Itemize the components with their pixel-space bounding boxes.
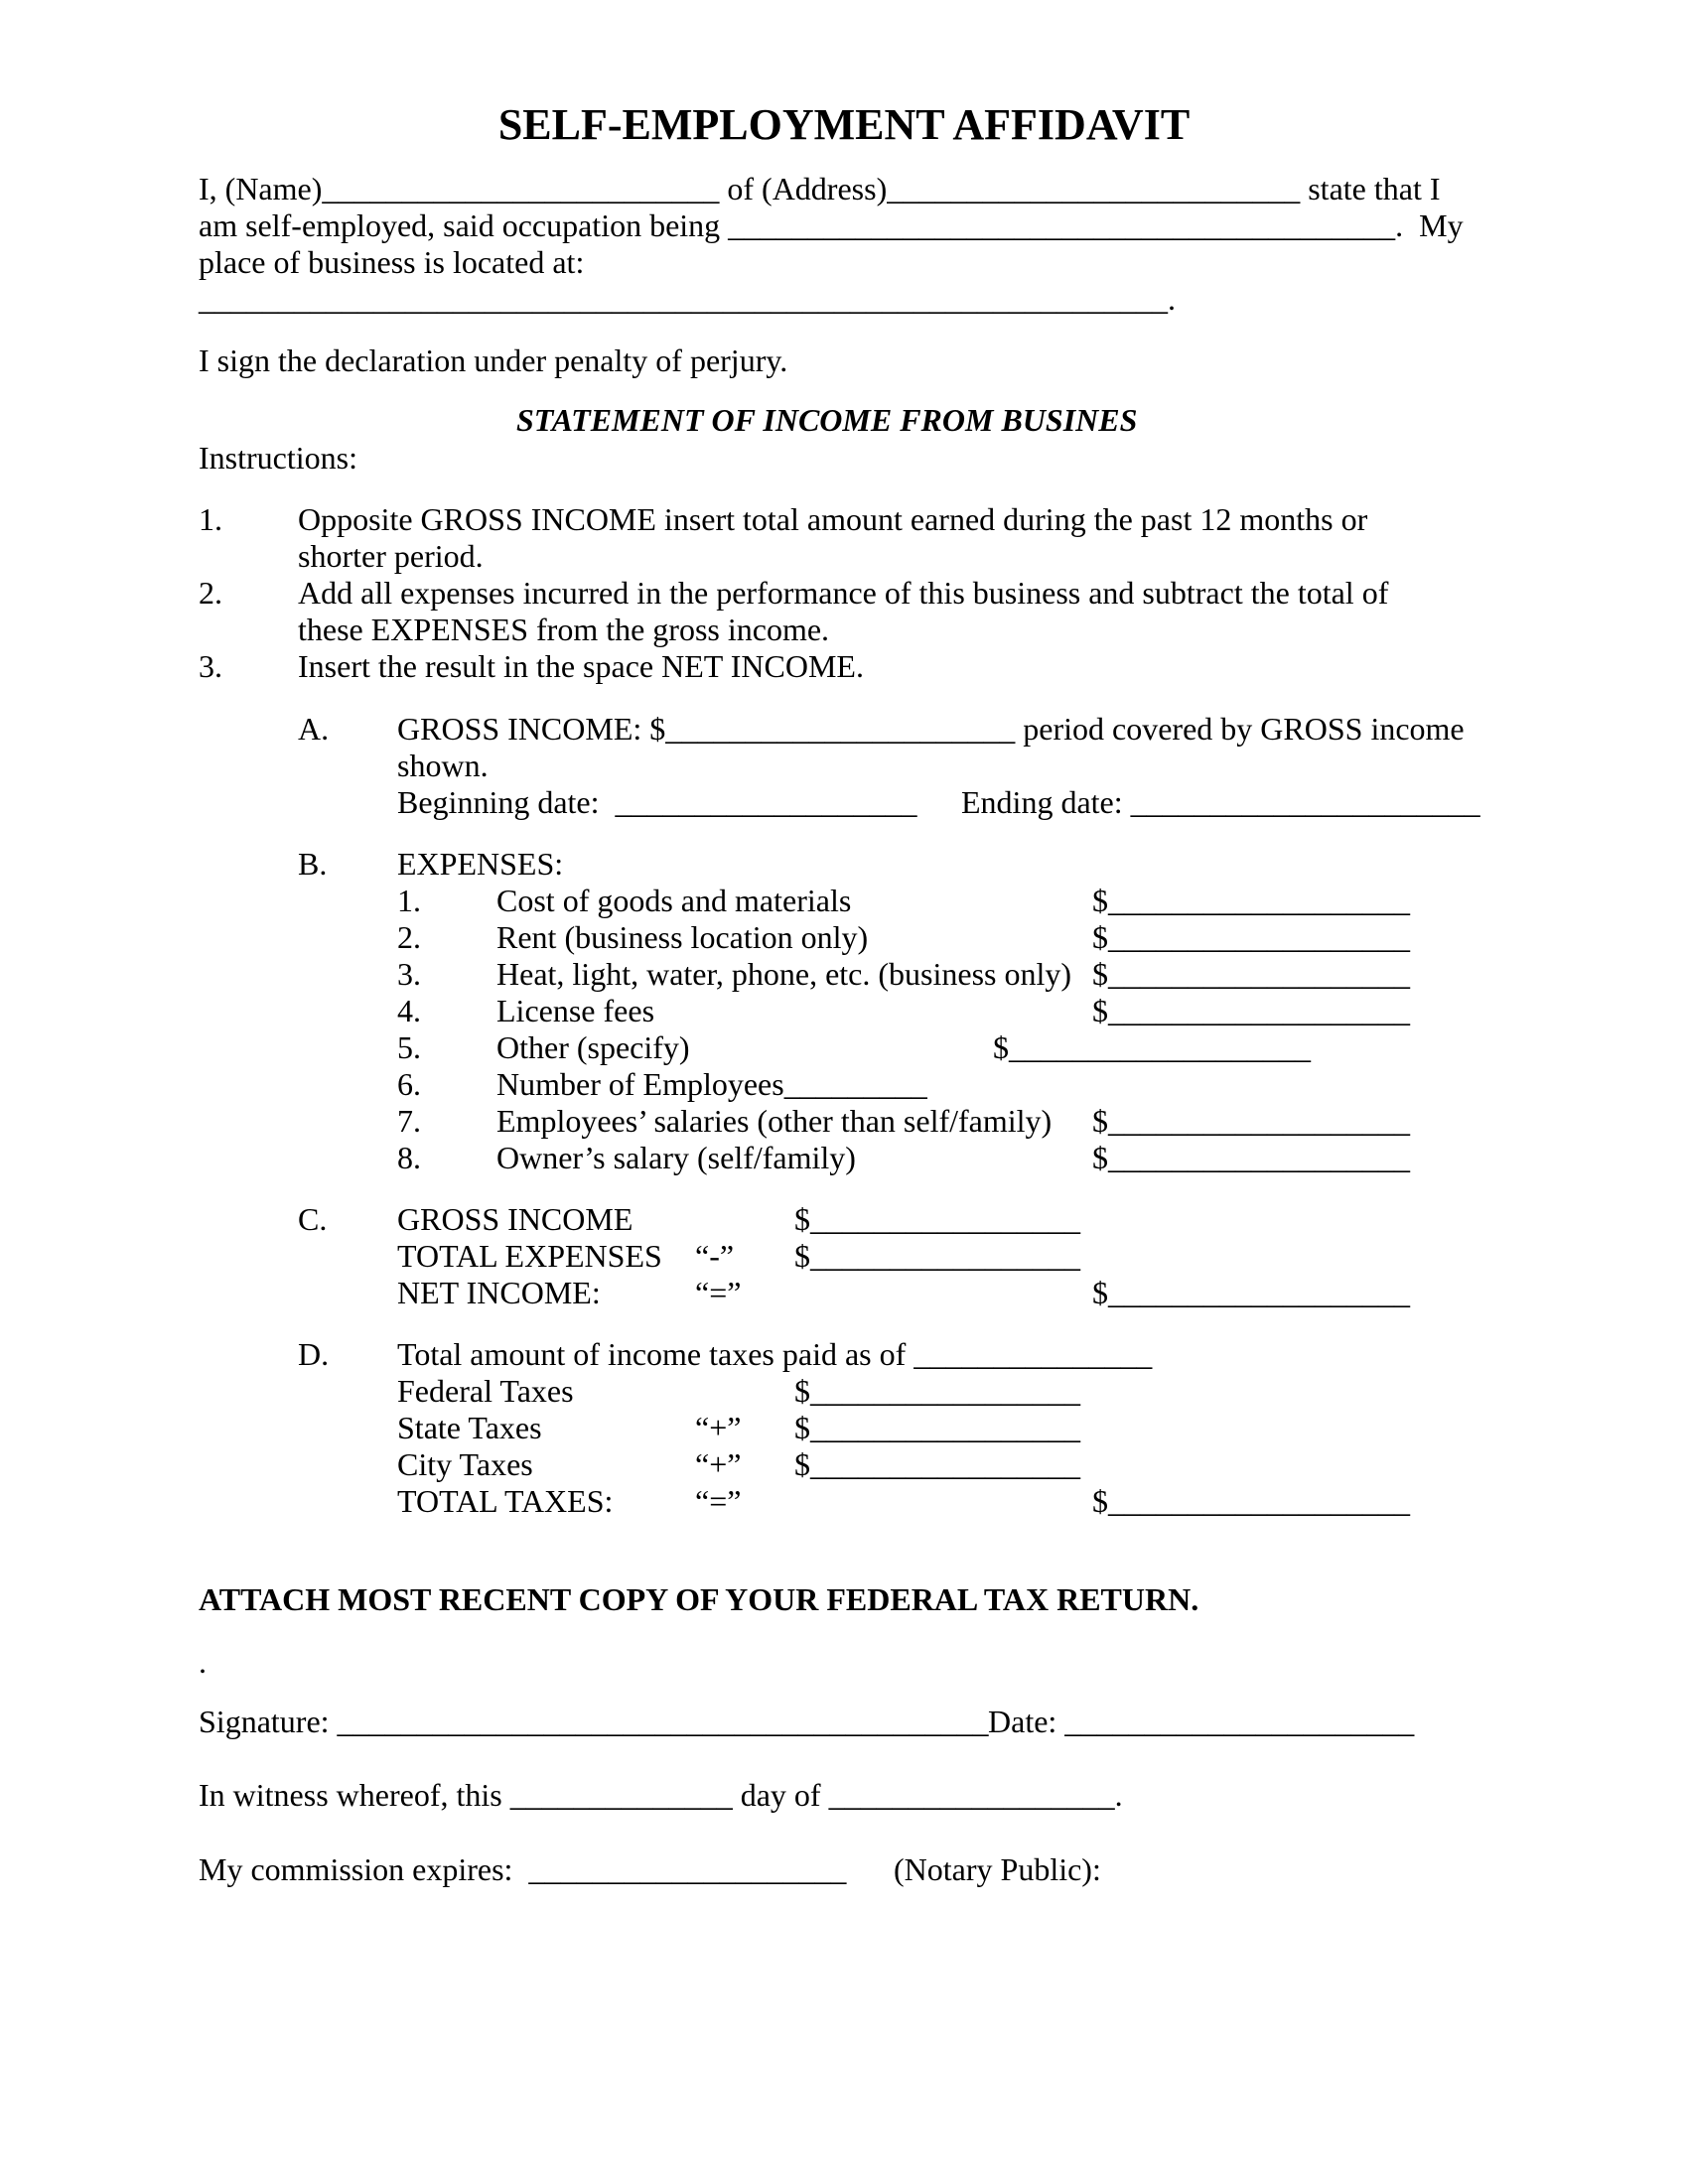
expenses-heading: EXPENSES: xyxy=(397,846,564,882)
gross-income-line-2: shown. xyxy=(397,748,489,783)
intro-line-4: _____________________________________________________________. xyxy=(199,281,1176,317)
expense-number: 4. xyxy=(397,993,421,1028)
tax-label: TOTAL TAXES: xyxy=(397,1483,614,1519)
expense-amount-field: $___________________ xyxy=(1092,1103,1410,1139)
expense-number: 8. xyxy=(397,1140,421,1175)
witness-line: In witness whereof, this ______________ day of __________________. xyxy=(199,1777,1123,1813)
instruction-text: Opposite GROSS INCOME insert total amount earned during the past 12 months or xyxy=(298,501,1368,537)
calc-label: TOTAL EXPENSES xyxy=(397,1238,662,1274)
signature-date-field: Date: ______________________ xyxy=(988,1704,1415,1739)
commission-expires-field: My commission expires: ____________________ xyxy=(199,1851,847,1887)
expense-number: 2. xyxy=(397,919,421,955)
tax-amount-field: $___________________ xyxy=(1092,1483,1410,1519)
calc-label: NET INCOME: xyxy=(397,1275,601,1310)
section-letter: C. xyxy=(298,1201,328,1237)
section-letter: B. xyxy=(298,846,328,882)
calc-amount-field: $_________________ xyxy=(794,1201,1080,1237)
gross-income-line: GROSS INCOME: $______________________ period covered by GROSS income xyxy=(397,711,1465,747)
instruction-number: 1. xyxy=(199,501,222,537)
document-title: SELF-EMPLOYMENT AFFIDAVIT xyxy=(497,100,1191,149)
intro-line-3: place of business is located at: xyxy=(199,244,585,280)
section-letter: A. xyxy=(298,711,330,747)
expense-label: Rent (business location only) xyxy=(496,919,869,955)
expense-number: 3. xyxy=(397,956,421,992)
tax-amount-field: $_________________ xyxy=(794,1446,1080,1482)
document-page xyxy=(199,0,1489,2184)
expense-number: 6. xyxy=(397,1066,421,1102)
tax-amount-field: $_________________ xyxy=(794,1373,1080,1409)
expense-amount-field: $___________________ xyxy=(1092,993,1410,1028)
expense-number: 1. xyxy=(397,883,421,918)
expense-label: Other (specify) xyxy=(496,1029,690,1065)
instructions-label: Instructions: xyxy=(199,440,357,476)
instruction-text: Add all expenses incurred in the performance of this business and subtract the total of xyxy=(298,575,1389,611)
expense-amount-field: $___________________ xyxy=(993,1029,1311,1065)
instruction-number: 2. xyxy=(199,575,222,611)
instruction-text: Insert the result in the space NET INCOME. xyxy=(298,648,864,684)
expense-label: Employees’ salaries (other than self/family) xyxy=(496,1103,1053,1139)
beginning-date-field: Beginning date: ___________________ xyxy=(397,784,917,820)
calc-label: GROSS INCOME xyxy=(397,1201,633,1237)
expense-amount-field: $___________________ xyxy=(1092,956,1410,992)
intro-line-2: am self-employed, said occupation being __________________________________________. My xyxy=(199,207,1464,243)
tax-amount-field: $_________________ xyxy=(794,1410,1080,1445)
calc-operator: “=” xyxy=(695,1483,742,1519)
section-title: STATEMENT OF INCOME FROM BUSINES xyxy=(516,402,1138,438)
instruction-number: 3. xyxy=(199,648,222,684)
expense-amount-field: $___________________ xyxy=(1092,1140,1410,1175)
tax-label: Federal Taxes xyxy=(397,1373,574,1409)
tax-label: State Taxes xyxy=(397,1410,542,1445)
calc-operator: “-” xyxy=(695,1238,735,1274)
employee-count-field: Number of Employees_________ xyxy=(496,1066,927,1102)
expense-amount-field: $___________________ xyxy=(1092,883,1410,918)
calc-amount-field: $_________________ xyxy=(794,1238,1080,1274)
instruction-text: shorter period. xyxy=(298,538,484,574)
attach-notice: ATTACH MOST RECENT COPY OF YOUR FEDERAL TAX RETURN. xyxy=(199,1581,1199,1617)
calc-operator: “+” xyxy=(695,1410,742,1445)
calc-operator: “=” xyxy=(695,1275,742,1310)
expense-amount-field: $___________________ xyxy=(1092,919,1410,955)
signature-field: Signature: _________________________________________ xyxy=(199,1704,989,1739)
expense-label: License fees xyxy=(496,993,655,1028)
expense-number: 7. xyxy=(397,1103,421,1139)
notary-public-label: (Notary Public): xyxy=(894,1851,1101,1887)
stray-period: . xyxy=(199,1644,207,1680)
section-letter: D. xyxy=(298,1336,330,1372)
expense-label: Cost of goods and materials xyxy=(496,883,852,918)
perjury-statement: I sign the declaration under penalty of perjury. xyxy=(199,342,788,378)
tax-label: City Taxes xyxy=(397,1446,533,1482)
intro-line-1: I, (Name)_________________________ of (Address)__________________________ state that I xyxy=(199,171,1441,206)
calc-amount-field: $___________________ xyxy=(1092,1275,1410,1310)
expense-number: 5. xyxy=(397,1029,421,1065)
expense-label: Owner’s salary (self/family) xyxy=(496,1140,856,1175)
expense-label: Heat, light, water, phone, etc. (business only) xyxy=(496,956,1072,992)
calc-operator: “+” xyxy=(695,1446,742,1482)
ending-date-field: Ending date: ______________________ xyxy=(961,784,1480,820)
taxes-heading: Total amount of income taxes paid as of _______________ xyxy=(397,1336,1153,1372)
instruction-text: these EXPENSES from the gross income. xyxy=(298,612,830,647)
